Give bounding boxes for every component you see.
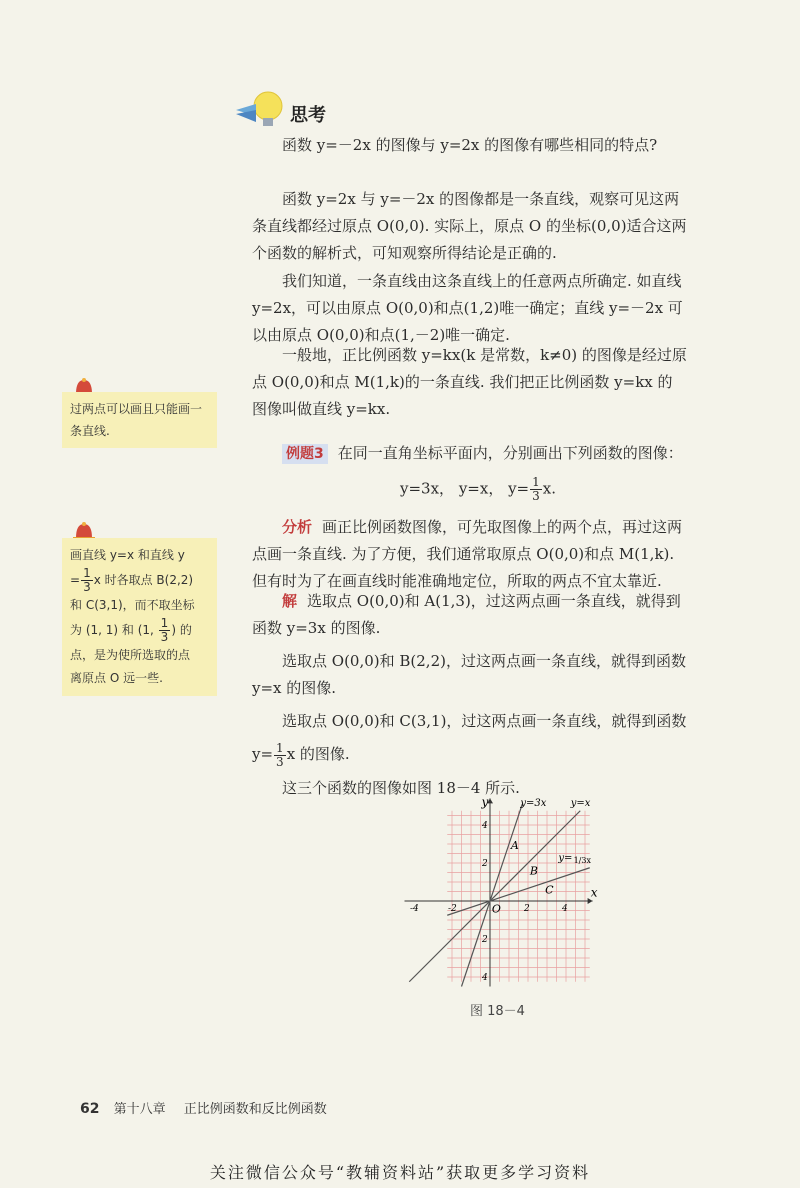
side-note-2: 画直线 y=x 和直线 y = $\frac{1}{3}$ x 时各取点 B(2,2) 和 C(3,1)，而不取坐标 为 (1, 1) 和 (1, $\frac{1}{3}$ ) 的 点，是为使所选取的点 离原点 O 远一些. — [62, 538, 217, 696]
think-title: 思考 — [290, 105, 326, 126]
chapter-title: 正比例函数和反比例函数 — [183, 1102, 327, 1117]
line-label-x: y=x — [570, 798, 591, 809]
lightbulb-icon — [232, 88, 292, 132]
bell-icon — [70, 520, 98, 540]
x-tick-label: 4 — [562, 904, 568, 914]
think-question: 函数 y=－2x 的图像与 y=2x 的图像有哪些相同的特点? — [282, 136, 658, 154]
point-label-B: B — [529, 864, 538, 878]
x-tick-label: 2 — [524, 904, 530, 914]
watermark-text: 关注微信公众号“教辅资料站”获取更多学习资料 — [209, 1163, 591, 1182]
point-label-C: C — [545, 883, 554, 897]
line-y-x — [409, 811, 580, 982]
point-label-A: A — [510, 838, 519, 852]
x-tick-label: -4 — [410, 904, 419, 914]
solution: 解 选取点 O(0,0)和 A(1,3)，过这两点画一条直线，就得到 函数 y=3x 的图像. 选取点 O(0,0)和 B(2,2)，过这两点画一条直线，就得到函数 y=x 的图像. 选取点 O(0,0)和 C(3,1)，过这两点画一条直线，就得到函数 y= $\frac{1}{3}$ x 的图像. 这三个函数的图像如图 18－4 所示. — [252, 592, 687, 797]
page-footer — [80, 1098, 327, 1117]
line-y-3x — [462, 804, 523, 986]
line-label-third: y= — [558, 853, 573, 865]
figure-18-4 — [400, 796, 610, 988]
example-3: 例题3 在同一直角坐标平面内，分别画出下列函数的图像： — [252, 440, 722, 467]
y-tick-label: 4 — [482, 973, 488, 983]
line-label-3x: y=3x — [520, 798, 547, 809]
origin-label: O — [491, 902, 501, 916]
paragraph-2: 我们知道，一条直线由这条直线上的任意两点所确定. 如直线 y=2x，可以由原点 O(0,0)和点(1,2)唯一确定；直线 y=－2x 可 以由原点 O(0,0)和点(1,－2)唯一确定. — [252, 272, 683, 344]
y-tick-label: 2 — [482, 935, 488, 945]
page-number: 62 — [80, 1101, 100, 1117]
paragraph-3: 一般地，正比例函数 y=kx(k 是常数，k≠0) 的图像是经过原 点 O(0,0)和点 M(1,k)的一条直线. 我们把正比例函数 y=kx 的 图像叫做直线 y=kx. — [252, 346, 687, 418]
x-axis-label: x — [590, 885, 598, 900]
example-functions: y=3x， y=x， y= $\frac{1}{3}$ x. — [400, 475, 557, 503]
side-note-1: 过两点可以画且只能画一条直线. — [62, 392, 217, 448]
x-tick-label: -2 — [448, 904, 457, 914]
figure-caption: 图 18－4 — [470, 1004, 525, 1019]
line-label-third-frac: 1/3x — [573, 856, 591, 865]
y-tick-label: 2 — [482, 859, 488, 869]
grid — [447, 811, 590, 982]
example-tag: 例题3 — [282, 444, 328, 464]
analysis: 分析 画正比例函数图像，可先取图像上的两个点，再过这两 点画一条直线. 为了方便，我们通常取原点 O(0,0)和点 M(1,k). 但有时为了在画直线时能准确地定位，所取的两点不宜太靠近. — [252, 518, 683, 590]
chapter-label: 第十八章 — [113, 1102, 166, 1117]
y-tick-label: 4 — [482, 821, 488, 831]
y-axis-label: y — [481, 796, 489, 809]
paragraph-1: 函数 y=2x 与 y=－2x 的图像都是一条直线，观察可见这两 条直线都经过原点 O(0,0). 实际上，原点 O 的坐标(0,0)适合这两 个函数的解析式，可知观察所得结论是正确的. — [252, 190, 687, 262]
